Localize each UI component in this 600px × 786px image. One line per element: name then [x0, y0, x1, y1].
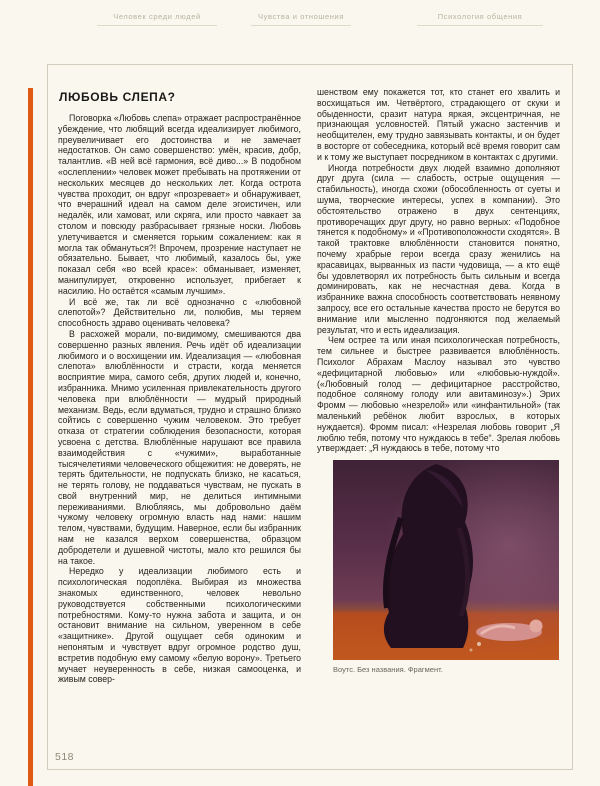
left-column	[58, 87, 301, 753]
right-column	[317, 87, 560, 753]
body-paragraph: Иногда потребности двух людей взаимно дополняют друг друга (сила — слабость, острые ощущения — стабильность), иногда схожи (обособленность от суеты и шума, творческие интересы, успех в компании). Это обстоятельство отражено в двух сентенциях, противоречащих друг другу, но равно верных: «Подобное тянется к подобному» и «Противоположности сходятся». В такой трактовке влюблённости становится понятно, почему храбрые герои всегда сразу женились на красавицах, вырванных из пасти чудовища, — а кто ещё бы удовлетворял их потребность быть сильным и всегда доминировать, как не несчастная дева. Когда в избраннике важна способность соответствовать неявному запросу, все его остальные качества просто не берутся во внимание или мысленно подгоняются под желаемый результат, что и есть идеализация.	[317, 162, 560, 335]
body-paragraph: шенством ему покажется тот, кто станет его хвалить и восхищаться им. Четвёртого, страдающего от скуки и обыденности, сразит натура яркая, эксцентричная, не признающая условностей. Пятый ужасно застенчив и необщителен, ему трудно завязывать контакты, и он будет в восторге от собеседника, который всё время говорит сам и к тому же выступает посредником в контактах с другими.	[317, 87, 560, 162]
running-head-right: Психология общения	[417, 12, 543, 26]
body-paragraph: В расхожей морали, по-видимому, смешиваются два совершенно разных явления. Речь идёт об идеализации любимого и о восхищении им. Идеализация — «любовная слепота» влюблённости и страсти, когда меняется восприятие мира, самого себя, других людей и, конечно, избранника. Мнимо усиленная привлекательность другого человека при влюблённости — мудрый природный механизм. Ведь, если вдуматься, трудно и страшно близко сойтись с совершенно чужим человеком. Это требует отказа от стратегии соблюдения безопасности, которая усвоена с детства. Влюблённые нарушают все правила взаимодействия с «чужими», выработанные тысячелетиями человеческого общежития: не доверять, не терять бдительности, не подпускать близко, не касаться, не терять голову, не поддаваться чувствам, не пускать в свой внутренний мир, не делиться интимными переживаниями. Влюбляясь, мы добровольно даём чужому человеку огромную власть над нами: нашим телом, чувствами, будущим. Наверное, если бы избранник нам не казался верхом совершенства, образцом добродетели и душевной чистоты, мало кто решился бы на такое.	[58, 328, 301, 566]
running-heads	[47, 12, 573, 30]
running-head-center: Чувства и отношения	[251, 12, 351, 26]
artwork-figure	[317, 460, 560, 674]
running-head-left: Человек среди людей	[97, 12, 217, 26]
body-paragraph: Поговорка «Любовь слепа» отражает распространённое убеждение, что любящий всегда идеализирует любимого, преувеличивает его достоинства и не замечает недостатков. Он само совершенство: умён, красив, добр, талантлив. «В ней всё гармония, всё диво...» В подобном «ослеплении» человек может пребывать на протяжении от нескольких месяцев до нескольких лет. Когда острота чувства проходит, он вдруг «прозревает» и обнаруживает, что вчерашний идеал на самом деле эгоистичен, или недалёк, или хамоват, или скряга, или просто чавкает за столом и повсюду разбрасывает грязные носки. Любовь улетучивается и сменяется горьким сожалением: как я могла так обмануться?! Впрочем, прозрение наступает не обязательно. Бывает, что любимый, казалось бы, уже показал себя «во всей красе»: обманывает, изменяет, манипулирует, откровенно использует, прибегает к насилию. Но остаётся «самым лучшим».	[58, 113, 301, 296]
text-columns	[58, 87, 560, 753]
body-paragraph: И всё же, так ли всё однозначно с «любовной слепотой»? Действительно ли, полюбив, мы теряем способность здраво оценивать человека?	[58, 296, 301, 329]
accent-strip	[28, 88, 33, 786]
body-paragraph: Чем острее та или иная психологическая потребность, тем сильнее и быстрее развивается влюблённость. Психолог Абрахам Маслоу называл это чувство «дефицитарной любовью» или «любовью-нуждой». («Любовный голод — дефицитарное расстройство, подобное соляному голоду или авитаминозу».) Эрих Фромм — любовью «незрелой» или «инфантильной» (так маленький ребёнок любит взрослых, в которых нуждается). Фромм писал: «Незрелая любовь говорит „Я люблю тебя, потому что нуждаюсь в тебе“. Зрелая любовь утверждает: „Я нуждаюсь в тебе, потому что	[317, 335, 560, 454]
artwork-painting	[333, 460, 559, 660]
article-title: ЛЮБОВЬ СЛЕПА?	[59, 90, 176, 104]
content-frame	[47, 64, 573, 770]
page-number: 518	[55, 751, 75, 763]
body-paragraph: Нередко у идеализации любимого есть и психологическая подоплёка. Выбирая из множества знакомых единственного, человек невольно руководствуется собственными психологическими потребностями. Кому-то нужна забота и защита, и он остановит внимание на сильном, уверенном в себе «защитнике». Другой ощущает себя одиноким и непонятым и чувствует вдруг огромное родство душ, встретив подобную ему самому «белую ворону». Третьего мучает неуверенность в себе, низкая самооценка, и живым совер-	[58, 566, 301, 685]
artwork-caption: Воутс. Без названия. Фрагмент.	[333, 665, 443, 675]
